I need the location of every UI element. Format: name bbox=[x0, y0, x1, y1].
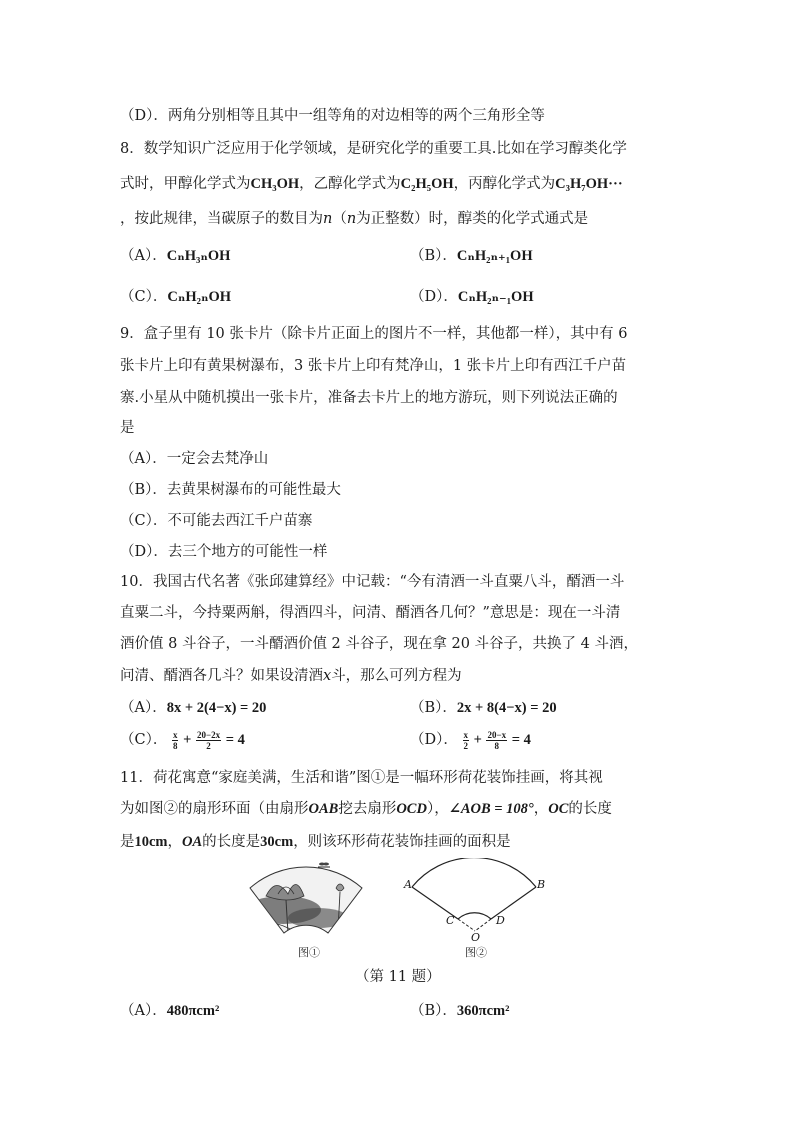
equals-value: = 4 bbox=[225, 732, 245, 748]
q11-text: 为如图②的扇形环面（由扇形 bbox=[120, 801, 309, 817]
q11-line-2 bbox=[120, 797, 612, 818]
q10-option-b bbox=[410, 696, 557, 717]
option-label: （D）． bbox=[410, 289, 458, 305]
fraction bbox=[463, 730, 470, 751]
equation: 8x + 2(4−x) = 20 bbox=[166, 700, 267, 716]
option-label: （B）． bbox=[410, 248, 457, 264]
q11-option-a bbox=[120, 999, 219, 1020]
length-oc: 10cm bbox=[134, 834, 168, 850]
fraction bbox=[196, 730, 221, 751]
point-a-label: A bbox=[404, 878, 412, 891]
q8-text: 式时，甲醇化学式为 bbox=[120, 176, 251, 192]
sector-ocd: OCD bbox=[396, 801, 427, 817]
q10-line-3: 酒价值 8 斗谷子，一斗醑酒价值 2 斗谷子，现在拿 20 斗谷子，共换了 4 斗酒， bbox=[120, 636, 638, 652]
option-label: （B）． bbox=[410, 1003, 457, 1019]
q9-line-2: 张卡片上印有黄果树瀑布，3 张卡片上印有梵净山，1 张卡片上印有西江千户苗 bbox=[120, 358, 627, 374]
q10-text: 问清、醑酒各几斗？如果设清酒 bbox=[120, 668, 323, 684]
formula-propanol: C₃H₇OH··· bbox=[555, 176, 623, 192]
q8-text: ，丙醇化学式为 bbox=[453, 176, 556, 192]
option-label: （B）． bbox=[410, 700, 457, 716]
q11-line-3 bbox=[120, 830, 511, 851]
q8-line-3 bbox=[120, 207, 588, 228]
numerator: 20−x bbox=[487, 729, 507, 740]
option-value: CₙH₃ₙOH bbox=[166, 248, 231, 264]
q8-option-b bbox=[410, 244, 533, 265]
angle-aob: ∠AOB = 108° bbox=[448, 801, 534, 817]
option-label: （D）． bbox=[410, 732, 458, 748]
option-value: 480πcm² bbox=[166, 1003, 220, 1019]
q8-option-a bbox=[120, 244, 230, 265]
dragonfly-icon bbox=[318, 863, 330, 868]
q9-option-b: （B）．去黄果树瀑布的可能性最大 bbox=[120, 482, 341, 498]
denominator: 8 bbox=[494, 740, 500, 751]
option-label: （A）． bbox=[120, 248, 167, 264]
figure-1-caption: 图① bbox=[298, 946, 320, 959]
q11-line-1: 11．荷花寓意“家庭美满，生活和谐”图①是一幅环形荷花装饰挂画，将其视 bbox=[120, 770, 603, 786]
q10-line-1: 10．我国古代名著《张邱建算经》中记载：“今有清酒一斗直粟八斗，醑酒一斗 bbox=[120, 574, 625, 590]
q8-line-2 bbox=[120, 172, 623, 193]
option-value: CₙH₂ₙ₊₁OH bbox=[456, 248, 533, 264]
q8-text: ，按此规律，当碳原子的数目为 bbox=[120, 211, 323, 227]
q11-text: ）， bbox=[426, 801, 449, 817]
q9-line-4: 是 bbox=[120, 420, 135, 436]
plus-sign: + bbox=[183, 732, 192, 748]
equals-value: = 4 bbox=[511, 732, 531, 748]
q8-option-c bbox=[120, 285, 231, 306]
figure-2-caption: 图② bbox=[465, 946, 487, 959]
sector-oab: OAB bbox=[308, 801, 339, 817]
fraction bbox=[172, 730, 179, 751]
denominator: 2 bbox=[463, 740, 468, 751]
q11-figures bbox=[248, 858, 578, 963]
q11-text: ， bbox=[533, 801, 549, 817]
variable-x: x bbox=[323, 668, 332, 684]
q8-text: （ bbox=[332, 211, 347, 227]
formula-ethanol: C₂H₅OH bbox=[400, 176, 454, 192]
q11-text: 是 bbox=[120, 834, 135, 850]
q11-text: 的长度是 bbox=[202, 834, 261, 850]
q8-text: 为正整数）时，醇类的化学式通式是 bbox=[356, 211, 589, 227]
q9-option-c: （C）．不可能去西江千户苗寨 bbox=[120, 513, 313, 529]
q11-text: 的长度 bbox=[568, 801, 612, 817]
option-label: （C）． bbox=[120, 289, 168, 305]
q10-text: 斗，那么可列方程为 bbox=[331, 668, 462, 684]
q11-text: ，则该环形荷花装饰挂画的面积是 bbox=[293, 834, 511, 850]
segment-oa: OA bbox=[182, 834, 203, 850]
point-b-label: B bbox=[537, 878, 546, 891]
q11-text: ， bbox=[167, 834, 183, 850]
length-oa: 30cm bbox=[260, 834, 294, 850]
numerator: x bbox=[463, 729, 468, 740]
option-label: （A）． bbox=[120, 700, 167, 716]
q8-option-d bbox=[410, 285, 534, 306]
point-d-label: D bbox=[496, 914, 505, 927]
q10-line-4 bbox=[120, 664, 462, 685]
q10-option-d bbox=[410, 728, 531, 751]
equation: 2x + 8(4−x) = 20 bbox=[456, 700, 557, 716]
point-c-label: C bbox=[446, 914, 455, 927]
q11-option-b bbox=[410, 999, 509, 1020]
denominator: 2 bbox=[206, 740, 211, 751]
denominator: 8 bbox=[172, 740, 178, 751]
q10-option-c bbox=[120, 728, 245, 751]
option-value: 360πcm² bbox=[456, 1003, 510, 1019]
q9-option-d: （D）．去三个地方的可能性一样 bbox=[120, 544, 328, 560]
option-label: （A）． bbox=[120, 1003, 167, 1019]
q10-option-a bbox=[120, 696, 266, 717]
variable-n: n bbox=[323, 211, 333, 227]
variable-n: n bbox=[346, 211, 357, 227]
plus-sign: + bbox=[473, 732, 482, 748]
numerator: x bbox=[172, 729, 178, 740]
option-value: CₙH₂ₙOH bbox=[167, 289, 232, 305]
option-value: CₙH₂ₙ₋₁OH bbox=[457, 289, 534, 305]
q11-text: 挖去扇形 bbox=[338, 801, 397, 817]
segment-oc: OC bbox=[548, 801, 569, 817]
q9-option-a: （A）．一定会去梵净山 bbox=[120, 451, 269, 467]
q11-figure-caption: （第 11 题） bbox=[355, 969, 441, 985]
q10-line-2: 直粟二斗，今持粟两斛，得酒四斗，问清、醑酒各几何？”意思是：现在一斗清 bbox=[120, 605, 621, 621]
fraction bbox=[486, 730, 507, 751]
q9-line-1: 9．盒子里有 10 张卡片（除卡片正面上的图片不一样，其他都一样），其中有 6 bbox=[120, 326, 628, 342]
q8-line-1: 8．数学知识广泛应用于化学领域，是研究化学的重要工具.比如在学习醇类化学 bbox=[120, 141, 627, 157]
option-label: （C）． bbox=[120, 732, 168, 748]
point-o-label: O bbox=[471, 931, 481, 944]
q8-text: ，乙醇化学式为 bbox=[299, 176, 401, 192]
q7-option-d: （D）．两角分别相等且其中一组等角的对边相等的两个三角形全等 bbox=[120, 108, 545, 124]
numerator: 20−2x bbox=[196, 729, 221, 740]
q9-line-3: 寨.小星从中随机摸出一张卡片，准备去卡片上的地方游玩，则下列说法正确的 bbox=[120, 390, 618, 406]
formula-methanol: CH₃OH bbox=[250, 176, 300, 192]
